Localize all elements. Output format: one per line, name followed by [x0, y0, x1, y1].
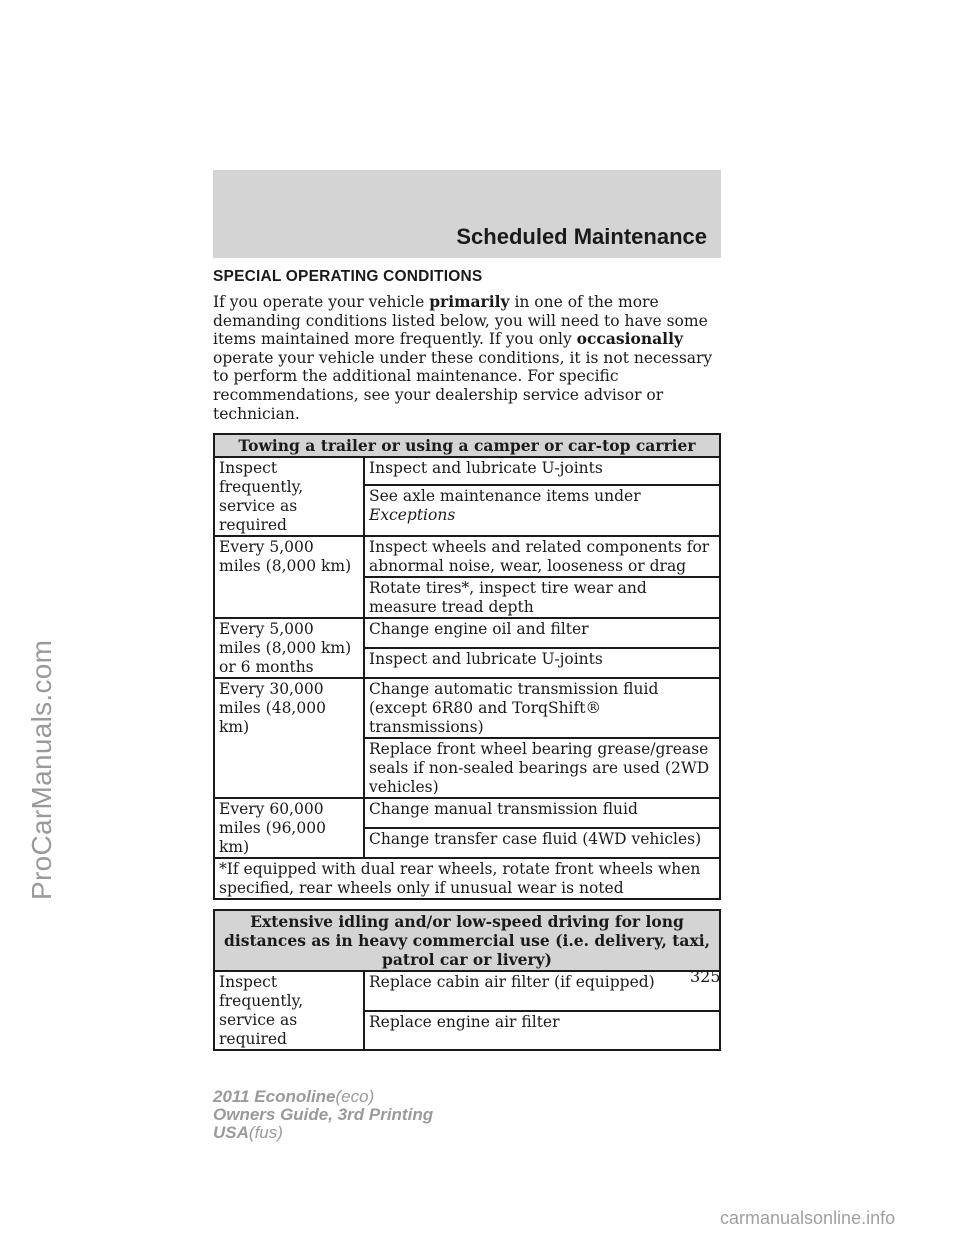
table-row [214, 618, 720, 648]
table-title: Towing a trailer or using a camper or car-top carrier [214, 434, 720, 457]
section-header-band [213, 170, 721, 258]
table-title: Extensive idling and/or low-speed driving for long distances as in heavy commercial use (i.e. delivery, taxi, patrol car or livery) [214, 910, 720, 971]
service-item: Change transfer case fluid (4WD vehicles) [364, 828, 720, 858]
table-footnote: *If equipped with dual rear wheels, rotate front wheels when specified, rear wheels only if unusual wear is noted [214, 858, 720, 899]
bottom-watermark: carmanualsonline.info [720, 1208, 896, 1228]
service-item: Replace front wheel bearing grease/grease seals if non-sealed bearings are used (2WD vehicles) [364, 738, 720, 798]
emphasis-primarily: primarily [429, 292, 510, 311]
page-section-title: Scheduled Maintenance [456, 224, 707, 249]
idling-maintenance-table [213, 909, 721, 1051]
exceptions-reference: Exceptions [369, 505, 456, 524]
table-row [214, 536, 720, 577]
service-item: See axle maintenance items under Exceptions [364, 485, 720, 536]
service-item: Change automatic transmission fluid (except 6R80 and TorqShift® transmissions) [364, 678, 720, 738]
service-item: Change engine oil and filter [364, 618, 720, 648]
table-row [214, 971, 720, 1011]
table-row [214, 457, 720, 485]
table-row [214, 798, 720, 828]
service-item: Inspect wheels and related components for abnormal noise, wear, looseness or drag [364, 536, 720, 577]
page-content [213, 268, 721, 1060]
interval-cell: Inspect frequently, service as required [214, 971, 364, 1050]
intro-paragraph: If you operate your vehicle primarily in one of the more demanding conditions listed below, you will need to have some items maintained more frequently. If you only occasionally operate your vehicle under these conditions, it is not necessary to perform the additional maintenance. For specific recommendations, see your dealership service advisor or technician. [213, 292, 713, 423]
interval-cell: Every 30,000 miles (48,000 km) [214, 678, 364, 798]
towing-maintenance-table [213, 433, 721, 900]
side-watermark: ProCarManuals.com [26, 639, 57, 900]
service-item: Inspect and lubricate U-joints [364, 457, 720, 485]
service-item: Rotate tires*, inspect tire wear and measure tread depth [364, 577, 720, 618]
service-item: Inspect and lubricate U-joints [364, 648, 720, 678]
page-number: 325 [690, 967, 721, 986]
emphasis-occasionally: occasionally [576, 329, 683, 349]
table-row [214, 678, 720, 738]
interval-cell: Inspect frequently, service as required [214, 457, 364, 536]
table-row [214, 858, 720, 899]
service-item: Change manual transmission fluid [364, 798, 720, 828]
document-footer: 2011 Econoline(eco) Owners Guide, 3rd Printing USA(fus) [213, 1087, 434, 1142]
interval-cell: Every 60,000 miles (96,000 km) [214, 798, 364, 858]
section-heading: SPECIAL OPERATING CONDITIONS [213, 268, 483, 285]
interval-cell: Every 5,000 miles (8,000 km) [214, 536, 364, 618]
interval-cell: Every 5,000 miles (8,000 km) or 6 months [214, 618, 364, 678]
service-item: Replace cabin air filter (if equipped) [364, 971, 720, 1011]
service-item: Replace engine air filter [364, 1011, 720, 1051]
